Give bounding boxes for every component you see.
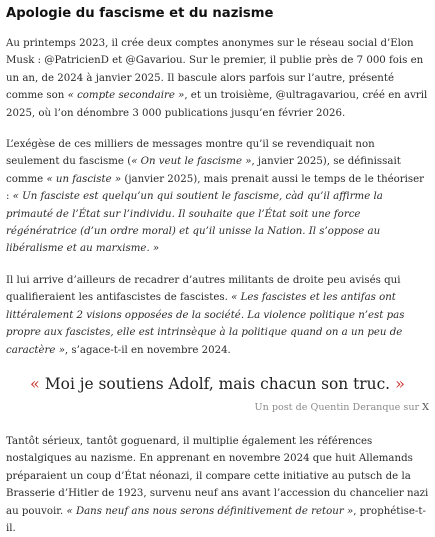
- paragraph-1: [6, 35, 429, 122]
- pull-quote-close-mark: »: [395, 373, 405, 393]
- paragraph-4-text-a: Tantôt sérieux, tantôt goguenard, il multiplie également les références nostalgiques au nazisme. En apprenant en novembre 2024 que huit Allemands préparaient un coup d’État néonazi, il compare cette initiative au putsch de la Brasserie d’Hitler de 1923, survenu neuf ans avant l’accession du chancelier nazi au pouvoir.: [6, 435, 429, 517]
- paragraph-2-text-c: (janvier 2025), mais prenait aussi le temps de le théoriser :: [6, 173, 425, 203]
- paragraph-4-quote: « Dans neuf ans nous serons définitivement de retour »: [66, 505, 354, 517]
- paragraph-2-quote-a: « On veut le fascisme »: [131, 156, 252, 168]
- paragraph-2-quote-b: « un fasciste »: [46, 173, 122, 185]
- paragraph-3-quote: « Les fascistes et les antifas ont littéralement 2 visions opposées de la société. La violence politique n’est pas propre aux fascistes, elle est intrinsèque à la politique quand on a un peu de caractère »: [6, 292, 405, 356]
- paragraph-3-text-b: , s’agace-t-il en novembre 2024.: [64, 344, 231, 356]
- pull-quote-text: Moi je soutiens Adolf, mais chacun son truc.: [44, 374, 391, 393]
- paragraph-2-text-a: L’exégèse de ces milliers de messages montre qu’il se revendiquait non seulement du fascisme (: [6, 139, 375, 168]
- pull-quote-credit: [6, 401, 429, 414]
- pull-quote-open-mark: «: [30, 373, 40, 393]
- paragraph-1-text-a: Au printemps 2023, il crée deux comptes anonymes sur le réseau social d’Elon Musk : @PatricienD et @Gavariou. Sur le premier, il publie près de 7 000 fois en un an, de 2024 à janvier 2025. Il bascule alors parfois sur l’autre, présenté comme son: [6, 38, 424, 102]
- paragraph-2-quote-c: « Un fasciste est quelqu’un qui soutient le fascisme, càd qu’il affirme la primauté de l’État sur l’individu. Il souhaite que l’État soit une force régénératrice (d’un ordre moral) et qu’il unisse la Nation. Il s’oppose au libéralisme et au marxisme. »: [6, 191, 383, 255]
- paragraph-1-text-b: , et un troisième, @ultragavariou, créé en avril 2025, où l’on dénombre 3 000 publications jusqu’en février 2026.: [6, 90, 428, 119]
- paragraph-2: [6, 136, 429, 258]
- paragraph-3-text-a: Il lui arrive d’ailleurs de recadrer d’autres militants de droite peu avisés qui qualifieraient les antifascistes de fascistes.: [6, 274, 401, 304]
- pull-quote: [6, 373, 429, 395]
- paragraph-4: [6, 433, 429, 537]
- paragraph-2-text-b: , janvier 2025), se définissait comme: [6, 156, 401, 185]
- paragraph-1-quote: « compte secondaire »: [67, 90, 185, 102]
- pull-quote-credit-link[interactable]: X: [422, 401, 429, 413]
- section-heading: Apologie du fascisme et du nazisme: [6, 6, 274, 21]
- paragraph-3: [6, 272, 429, 359]
- paragraph-4-text-b: , prophétise-t-il.: [6, 505, 426, 534]
- pull-quote-credit-text: Un post de Quentin Deranque sur: [254, 401, 423, 413]
